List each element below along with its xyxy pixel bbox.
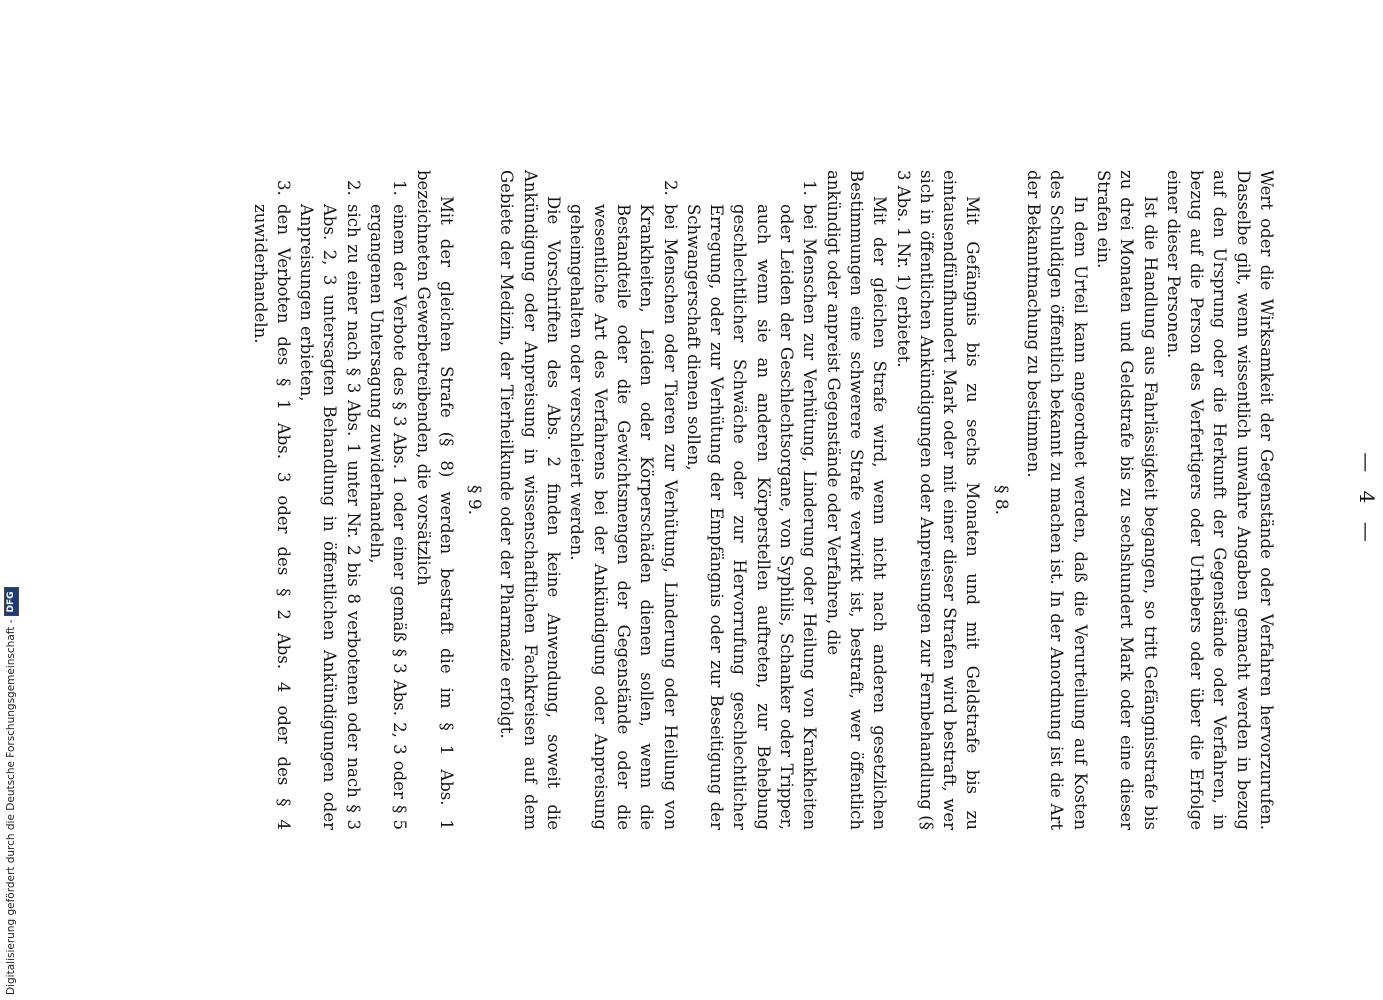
list-item xyxy=(248,170,295,830)
list-item-number: 3. xyxy=(273,180,293,196)
section-8-paragraph-3: Die Vorschriften des Abs. 2 finden keine Anwendung, soweit die Ankündigung oder Anpreisung in wissenschaftlichen Fachkreisen auf dem Gebiete der Medizin, der Tierheilkunde oder der Pharmazie erfolgt. xyxy=(497,170,564,830)
section-8-list xyxy=(565,170,821,830)
intro-paragraph-2: Ist die Handlung aus Fahrlässigkeit begangen, so tritt Gefängnisstrafe bis zu drei Monaten und Geldstrafe bis zu sechshundert Mark oder eine dieser Strafen ein. xyxy=(1093,170,1160,830)
intro-paragraph-1: Wert oder die Wirksamkeit der Gegenstände oder Verfahren hervorzurufen. Dasselbe gilt, wenn wissentlich unwahre Angaben gemacht werden in bezug auf den Ursprung oder die Herkunft der Gegenstände oder Verfahren, in bezug auf die Person des Verfertigers oder Urhebers oder über die Erfolge einer dieser Personen. xyxy=(1163,170,1276,830)
section-9-list xyxy=(248,170,411,830)
list-item xyxy=(365,170,412,830)
page-number: — 4 — xyxy=(1355,452,1379,548)
list-item-number: 2. xyxy=(660,180,680,196)
intro-paragraph-3: In dem Urteil kann angeordnet werden, daß die Verurteilung auf Kosten des Schuldigen öffentlich bekannt zu machen ist. In der Anordnung ist die Art der Bekanntmachung zu bestimmen. xyxy=(1024,170,1090,830)
list-item-number: 2. xyxy=(343,180,363,196)
section-9-heading: § 9. xyxy=(464,484,485,516)
list-item xyxy=(565,170,681,830)
digitization-footer xyxy=(4,591,18,995)
list-item-text: den Verboten des § 1 Abs. 3 oder des § 2 Abs. 4 oder des § 4 zuwiderhandeln. xyxy=(250,204,293,830)
section-8-paragraph-2: Mit der gleichen Strafe wird, wenn nicht nach anderen gesetzlichen Bestimmungen eine schwerere Strafe verwirkt ist, bestraft, wer öffentlich ankündigt oder anpreist Gegenstände oder Verfahren, die xyxy=(823,170,890,830)
list-item-text: einem der Verbote des § 3 Abs. 1 oder einer gemäß § 3 Abs. 2, 3 oder § 5 ergangenen Untersagung zuwiderhandeln, xyxy=(367,204,410,830)
list-item-text: bei Menschen oder Tieren zur Verhütung, Linderung oder Heilung von Krankheiten, Leiden oder Körperschäden dienen sollen, wenn die Bestandteile oder die Gewichtsmengen der Gegenstände oder die wesentliche Art des Verfahrens bei der Ankündigung oder Anpreisung geheimgehalten oder verschleiert werden. xyxy=(567,204,680,830)
list-item xyxy=(682,170,822,830)
dfg-logo: DFG xyxy=(4,587,19,616)
list-item-text: sich zu einer nach § 3 Abs. 1 unter Nr. 2 bis 8 verbotenen oder nach § 3 Abs. 2, 3 untersagten Behandlung in öffentlichen Ankündigungen oder Anpreisungen erbieten, xyxy=(297,204,363,830)
list-item-number: 1. xyxy=(800,180,820,196)
section-9-paragraph-1: Mit der gleichen Strafe (§ 8) werden bestraft die im § 1 Abs. 1 bezeichneten Gewerbetreibenden, die vorsätzlich xyxy=(413,170,456,830)
footer-text: Digitalisierung gefördert durch die Deutsche Forschungsgemeinschaft - xyxy=(5,619,17,995)
document-page xyxy=(138,170,1379,830)
list-item xyxy=(295,170,365,830)
section-8-heading: § 8. xyxy=(990,484,1011,516)
list-item-number: 1. xyxy=(390,180,410,196)
section-8-paragraph-1: Mit Gefängnis bis zu sechs Monaten und mit Geldstrafe bis zu eintausendfünfhundert Mark oder mit einer dieser Strafen wird bestraft, wer sich in öffentlichen Ankündigungen oder Anpreisungen zur Fernbehandlung (§ 3 Abs. 1 Nr. 1) erbietet. xyxy=(893,170,983,830)
list-item-text: bei Menschen zur Verhütung, Linderung oder Heilung von Krankheiten oder Leiden der Geschlechtsorgane, von Syphilis, Schanker oder Tripper, auch wenn sie an anderen Körperstellen auftreten, zur Behebung geschlechtlicher Schwäche oder zur Hervorrufung geschlechtlicher Erregung, oder zur Verhütung der Empfängnis oder zur Beseitigung der Schwangerschaft dienen sollen, xyxy=(683,204,820,830)
